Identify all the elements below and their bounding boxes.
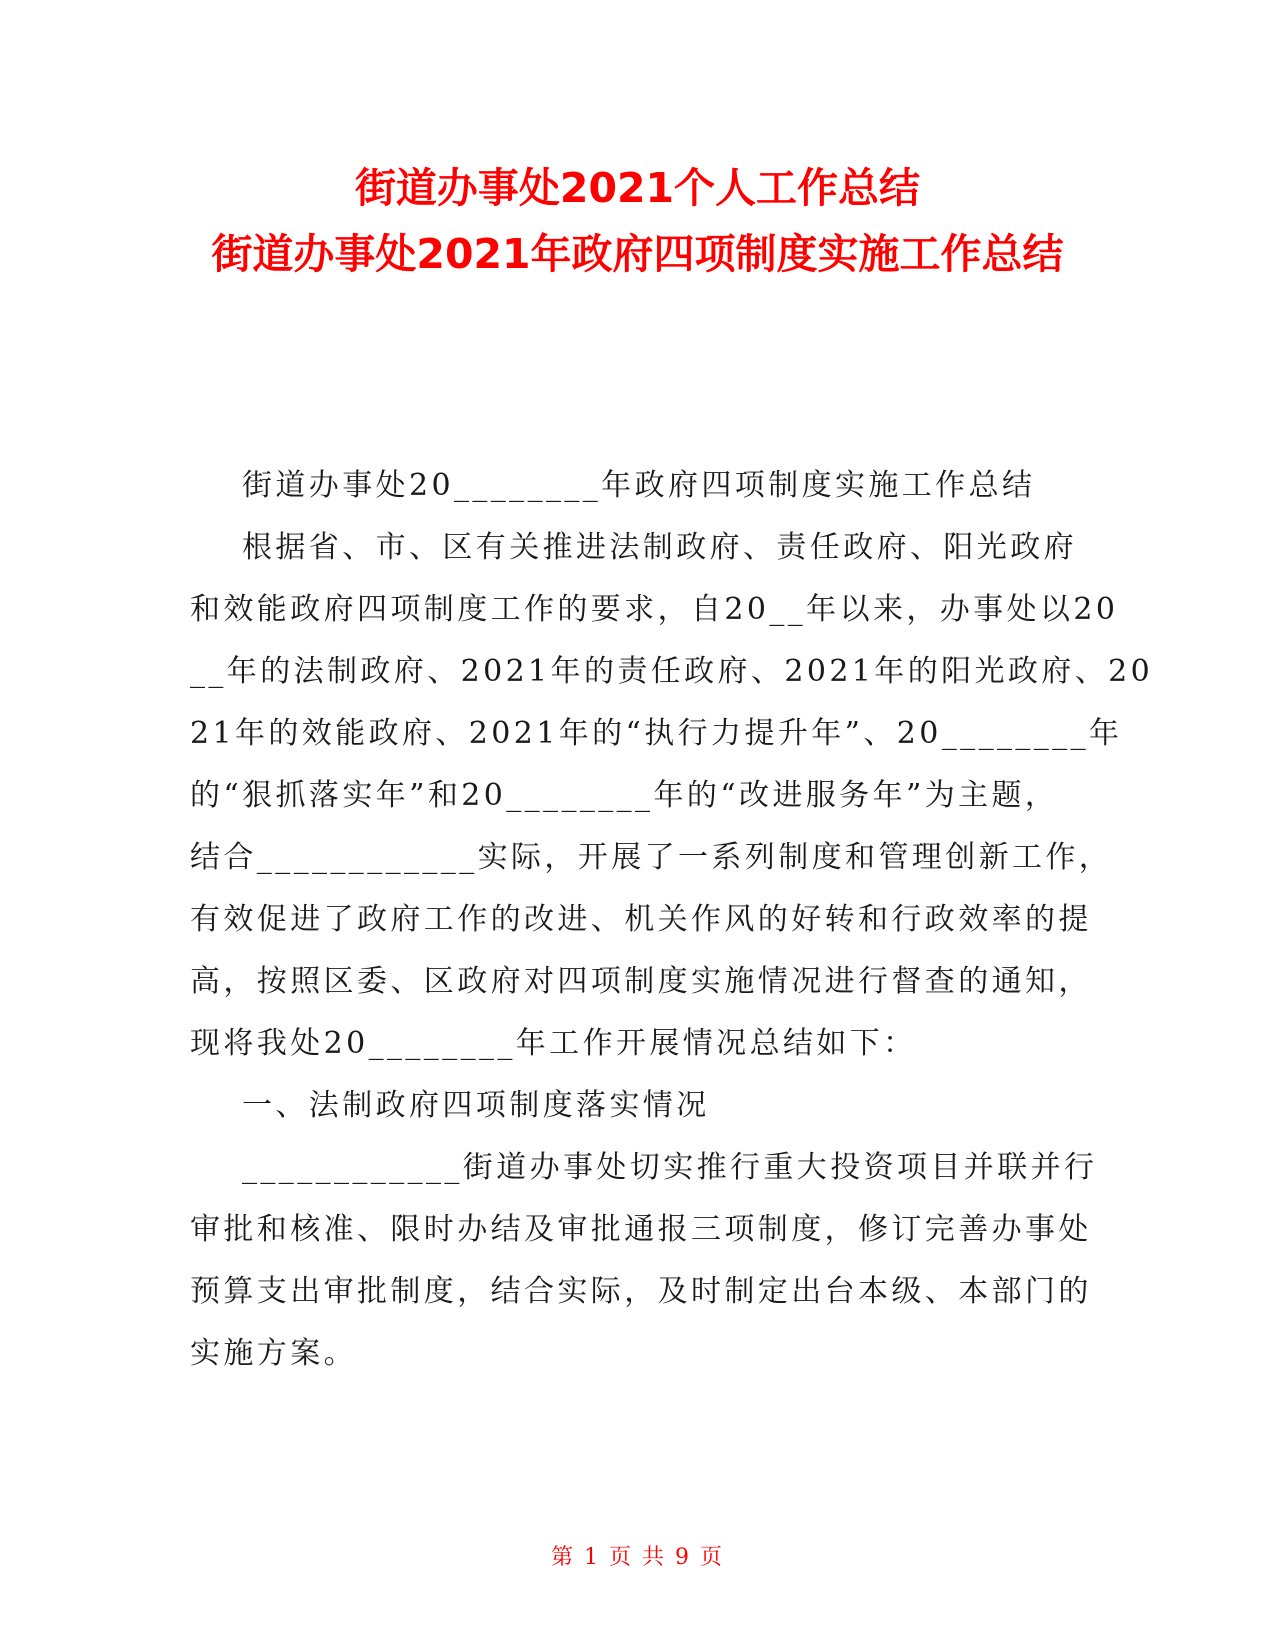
paragraph-line: 街道办事处20________年政府四项制度实施工作总结 (242, 468, 1036, 503)
section-heading: 一、法制政府四项制度落实情况 (242, 1088, 710, 1123)
paragraph-line: 实施方案。 (190, 1336, 357, 1371)
page-number-footer: 第 1 页 共 9 页 (551, 1545, 724, 1570)
paragraph-line: __年的法制政府、2021年的责任政府、2021年的阳光政府、20 (190, 654, 1154, 689)
paragraph-line: 根据省、市、区有关推进法制政府、责任政府、阳光政府 (242, 530, 1077, 565)
paragraph-line: ____________街道办事处切实推行重大投资项目并联并行 (242, 1150, 1098, 1185)
paragraph-line: 现将我处20________年工作开展情况总结如下： (190, 1026, 917, 1061)
paragraph-line: 高，按照区委、区政府对四项制度实施情况进行督查的通知， (190, 964, 1092, 999)
document-title-line-1: 街道办事处2021个人工作总结 (354, 164, 921, 212)
paragraph-line: 有效促进了政府工作的改进、机关作风的好转和行政效率的提 (190, 902, 1092, 937)
paragraph-line: 的“狠抓落实年”和20________年的“改进服务年”为主题， (190, 778, 1059, 813)
paragraph-line: 21年的效能政府、2021年的“执行力提升年”、20________年 (190, 716, 1123, 751)
paragraph-line: 结合____________实际，开展了一系列制度和管理创新工作， (190, 840, 1113, 875)
document-title-line-2: 街道办事处2021年政府四项制度实施工作总结 (211, 230, 1064, 278)
paragraph-line: 和效能政府四项制度工作的要求，自20__年以来，办事处以20 (190, 592, 1119, 627)
paragraph-line: 审批和核准、限时办结及审批通报三项制度，修订完善办事处 (190, 1212, 1092, 1247)
paragraph-line: 预算支出审批制度，结合实际，及时制定出台本级、本部门的 (190, 1274, 1092, 1309)
